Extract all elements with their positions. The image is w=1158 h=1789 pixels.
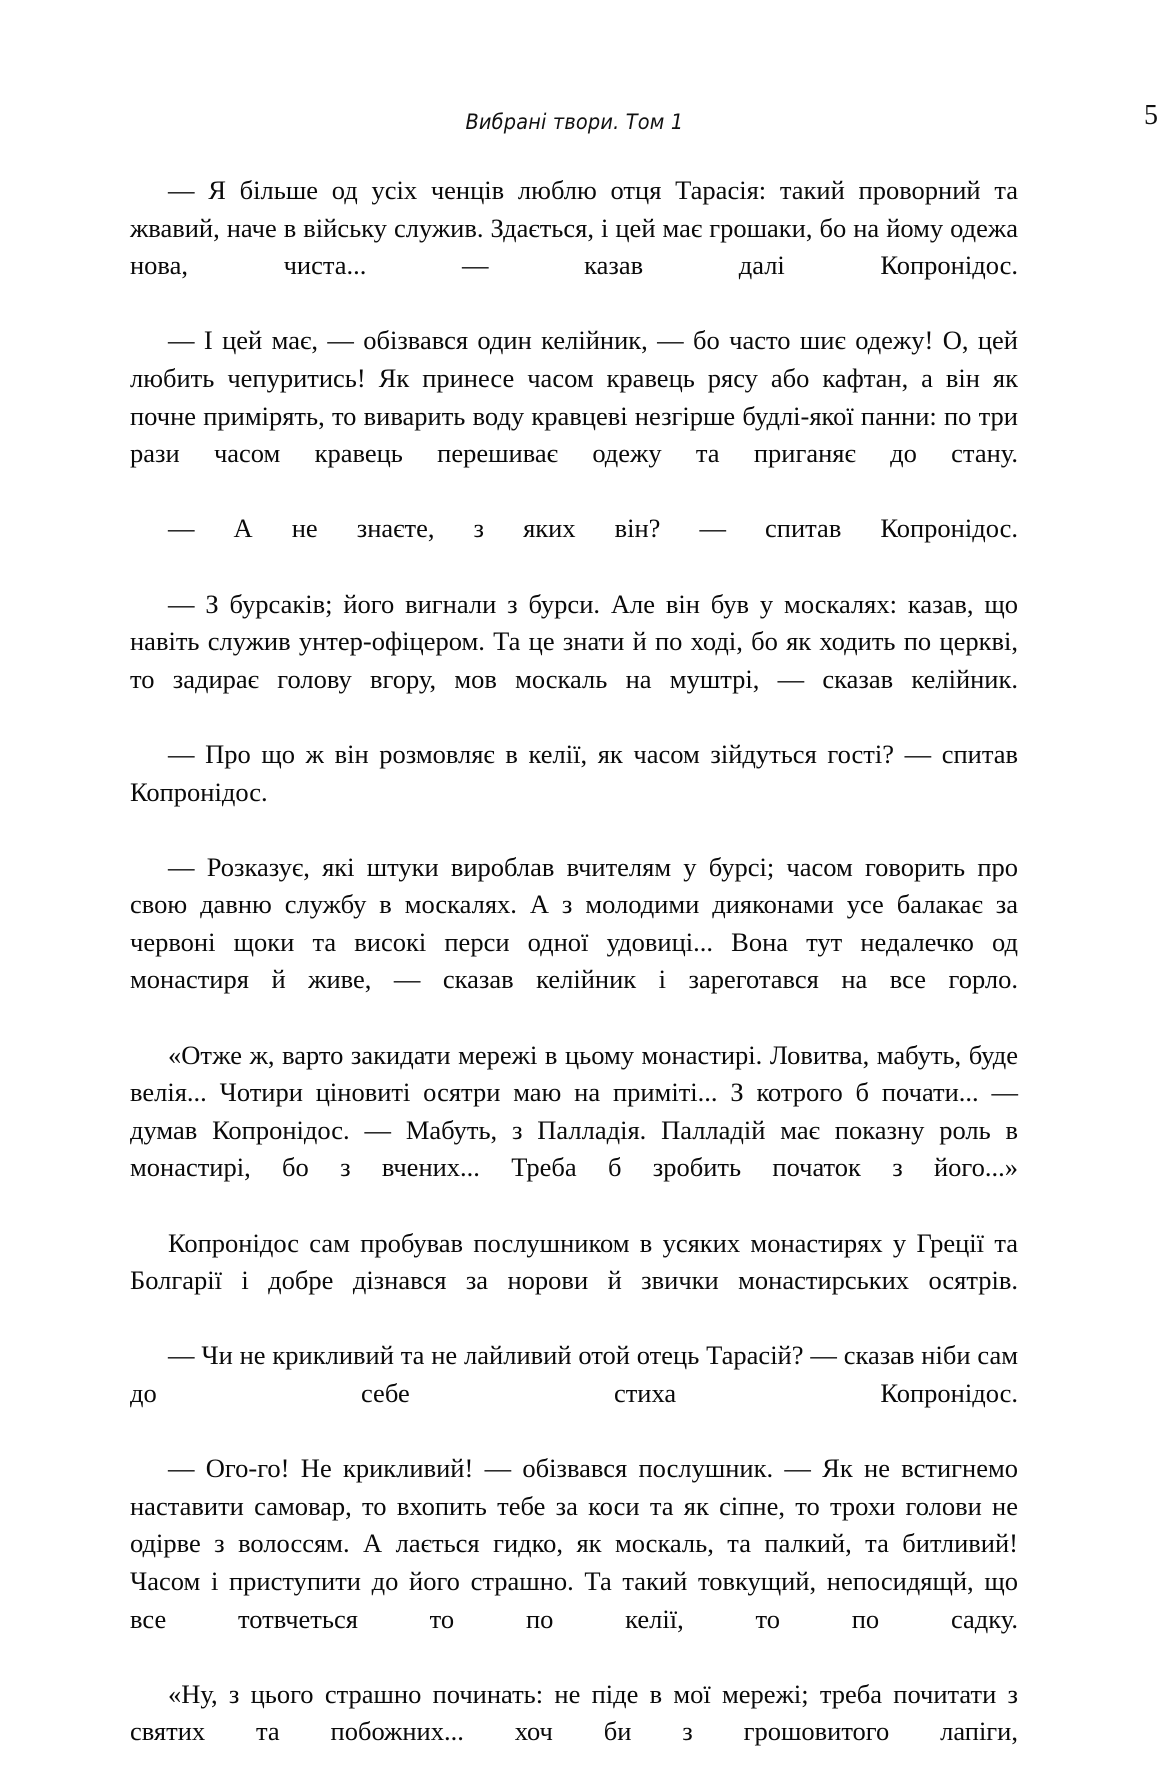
page-number: 5 bbox=[1144, 100, 1158, 131]
paragraph: — З бурсаків; його вигнали з бурси. Але він був у москалях: казав, що навіть служив унтер-офіцером. Та це знати й по ході, бо як ходить по церкві, то задирає голову вгору, мов москаль на муштрі, — сказав келійник. bbox=[130, 588, 1018, 694]
paragraph: — Про що ж він розмовляє в келії, як часом зійдуться гості? — спитав Копронідос. bbox=[130, 738, 1018, 807]
running-header-title: Вибрані твори. Том 1 bbox=[465, 110, 683, 134]
paragraph: — І цей має, — обізвався один келійник, — бо часто шиє одежу! О, цей любить чепуритись! Як принесе часом кравець рясу або кафтан, а він як почне примірять, то виварить воду кравцеві незгірше будлі-якої панни: по три рази часом кравець перешиває одежу та приганяє до стану. bbox=[130, 325, 1018, 469]
paragraph: — А не знаєте, з яких він? — спитав Копронідос. bbox=[168, 513, 1018, 544]
paragraph: Копронідос сам пробував послушником в усяких монастирях у Греції та Болгарії і добре дізнався за норови й звички монастирських осятрів. bbox=[130, 1227, 1018, 1296]
paragraph: — Розказує, які штуки вироблав вчителям у бурсі; часом говорить про свою давню службу в москалях. А з молодими дияконами усе балакає за червоні щоки та високі перси одної удовиці... Вона тут недалечко од монастиря й живе, — сказав келійник і зареготався на все горло. bbox=[130, 851, 1018, 995]
paragraph: — Ого-го! Не крикливий! — обізвався послушник. — Як не встигнемо наставити самовар, то вхопить тебе за коси та як сіпне, то трохи голови не одірве з волоссям. А лається гидко, як москаль, та палкий, та битливий! Часом і приступити до його страшно. Та такий товкущий, непосидящй, що все тотвчеться то по келії, то по садку. bbox=[130, 1453, 1018, 1634]
paragraph: «Ну, з цього страшно починать: не піде в мої мережі; треба почитати з святих та побожних... хоч би з грошовитого лапіги, bbox=[130, 1678, 1018, 1747]
paragraph: «Отже ж, варто закидати мережі в цьому монастирі. Ловитва, мабуть, буде велія... Чотири ціновиті осятри маю на приміті... З котрого б почати... — думав Копронідос. — Мабуть, з Палладія. Палладій має показну роль в монастирі, бо з вчених... Треба б зробить початок з його...» bbox=[130, 1039, 1018, 1183]
paragraph: — Я більше од усіх ченців люблю отця Тарасія: такий проворний та жвавий, наче в війську служив. Здається, і цей має грошаки, бо на йому одежа нова, чиста... — казав далі Копронідос. bbox=[130, 175, 1018, 281]
body-text-block bbox=[130, 172, 1018, 1789]
paragraph: — Чи не крикливий та не лайливий отой отець Тарасій? — сказав ніби сам до себе стиха Копронідос. bbox=[130, 1340, 1018, 1408]
running-header bbox=[130, 110, 1018, 144]
